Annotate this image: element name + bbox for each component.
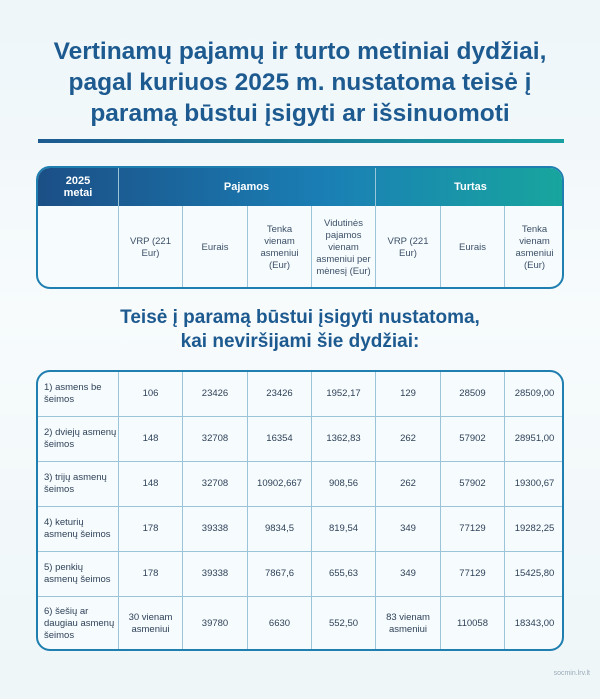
col-header-per-person-income: Tenka vienam asmeniui (Eur) [260,223,299,271]
cell-vrp-income: 30 vienam asmeniui [128,612,173,635]
cell-vrp-income: 106 [142,388,159,399]
cell-eur-income: 39780 [201,618,229,629]
subtitle-line-2: kai neviršijami šie dydžiai: [180,331,420,352]
cell-vrp-income: 178 [142,568,159,579]
cell-monthly-avg: 908,56 [328,478,359,489]
table-row [38,372,562,417]
cell-vrp-income: 178 [142,523,159,534]
cell-per-person-income: 9834,5 [264,523,295,534]
income-group-label: Pajamos [223,181,270,193]
title-divider [38,139,564,143]
cell-vrp-assets: 262 [400,433,416,444]
page-title [20,36,580,129]
row-label: 5) penkių asmenų šeimos [44,562,111,585]
col-header-eur-income: Eurais [201,241,229,253]
cell-eur-assets: 77129 [459,568,486,579]
cell-per-person-income: 23426 [266,388,293,399]
cell-per-person-income: 16354 [266,433,293,444]
cell-vrp-income: 148 [142,478,159,489]
cell-eur-income: 32708 [201,433,229,444]
col-header-vrp-income: VRP (221 Eur) [129,235,171,259]
cell-vrp-assets: 349 [400,523,416,534]
cell-vrp-assets: 83 vienam asmeniui [386,612,430,635]
assets-group-label: Turtas [454,181,487,193]
cell-eur-income: 32708 [201,478,229,489]
cell-eur-assets: 77129 [459,523,486,534]
table-row [38,462,562,507]
year-label: 2025 metai [63,175,93,199]
source-credit: socmin.lrv.lt [553,670,590,677]
col-header-per-person-assets: Tenka vienam asmeniui (Eur) [515,223,554,271]
row-label: 4) keturių asmenų šeimos [44,517,111,540]
cell-per-person-income: 10902,667 [257,478,302,489]
cell-vrp-assets: 349 [400,568,416,579]
row-label: 1) asmens be šeimos [44,382,102,405]
table-row [38,597,562,651]
cell-vrp-assets: 129 [400,388,416,399]
section-subtitle [20,306,580,354]
cell-eur-income: 23426 [201,388,229,399]
cell-per-person-assets: 19282,25 [514,523,555,534]
cell-per-person-assets: 28509,00 [514,388,555,399]
row-label: 3) trijų asmenų šeimos [44,472,107,495]
cell-monthly-avg: 1952,17 [326,388,361,399]
cell-eur-assets: 57902 [459,433,486,444]
col-header-vrp-assets: VRP (221 Eur) [387,235,429,259]
col-header-monthly-avg: Vidutinės pajamos vienam asmeniui per mėnesį (Eur) [316,217,371,277]
cell-per-person-assets: 15425,80 [514,568,555,579]
cell-vrp-income: 148 [142,433,159,444]
thresholds-table [36,370,564,651]
cell-eur-assets: 28509 [459,388,486,399]
cell-monthly-avg: 552,50 [328,618,359,629]
cell-monthly-avg: 819,54 [328,523,359,534]
header-table [36,166,564,289]
table-row [38,417,562,462]
cell-eur-assets: 110058 [457,618,488,629]
row-label: 6) šešių ar daugiau asmenų šeimos [44,606,115,641]
title-line-2: pagal kuriuos 2025 m. nustatoma teisė į [68,69,532,96]
table-row [38,552,562,597]
col-header-eur-assets: Eurais [459,241,486,253]
table-row [38,507,562,552]
cell-vrp-assets: 262 [400,478,416,489]
row-label: 2) dviejų asmenų šeimos [44,427,117,450]
cell-eur-assets: 57902 [459,478,486,489]
subtitle-line-1: Teisė į paramą būstui įsigyti nustatoma, [120,307,480,328]
cell-eur-income: 39338 [201,568,229,579]
cell-per-person-income: 7867,6 [264,568,295,579]
cell-monthly-avg: 1362,83 [326,433,361,444]
title-line-3: paramą būstui įsigyti ar išsinuomoti [90,100,510,127]
cell-per-person-assets: 19300,67 [514,478,555,489]
cell-per-person-income: 6630 [268,618,291,629]
cell-monthly-avg: 655,63 [328,568,359,579]
title-line-1: Vertinamų pajamų ir turto metiniai dydžiai, [53,38,547,65]
cell-eur-income: 39338 [201,523,229,534]
cell-per-person-assets: 18343,00 [514,618,555,629]
cell-per-person-assets: 28951,00 [514,433,555,444]
